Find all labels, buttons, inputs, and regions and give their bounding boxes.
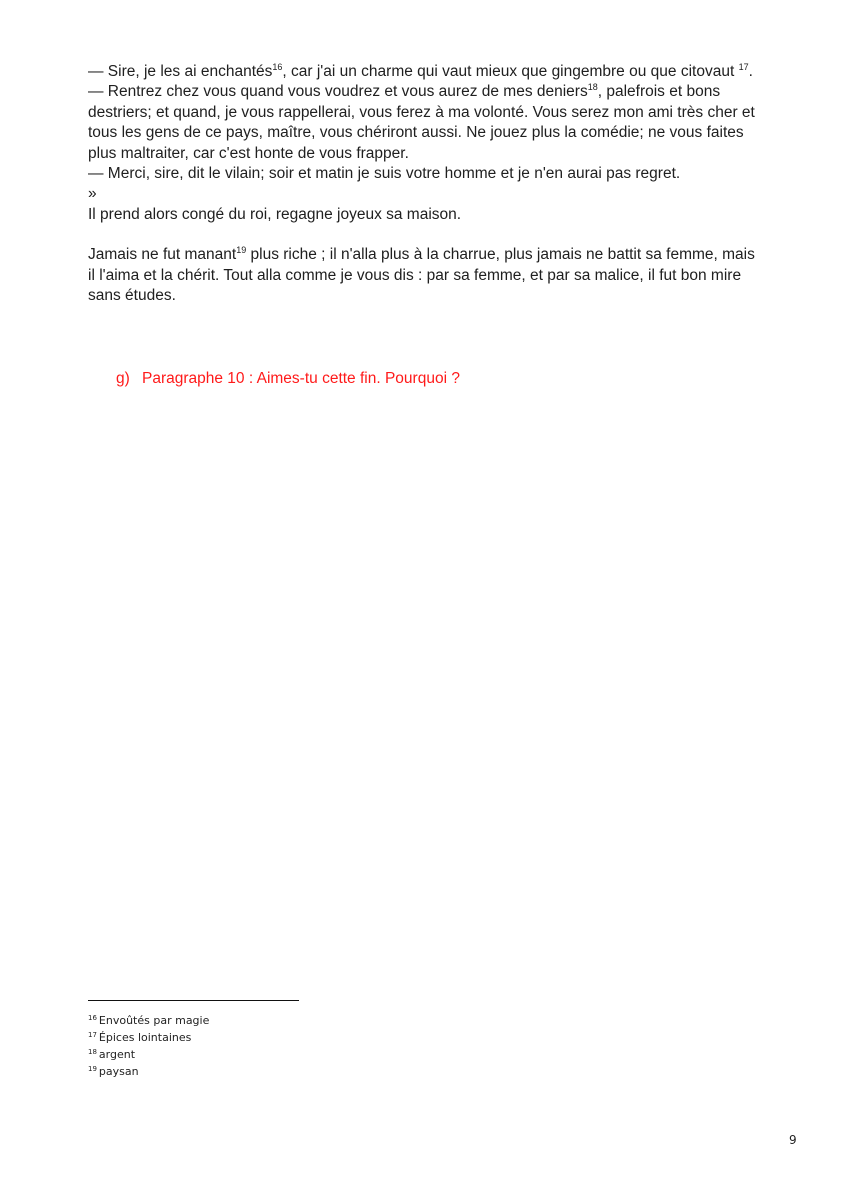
paragraph-ending — [88, 245, 760, 306]
text-span: Jamais ne fut manant — [88, 246, 237, 264]
footnote-number: 16 — [88, 1014, 97, 1022]
footnote-ref-17[interactable]: 17 — [738, 62, 749, 72]
footnote-separator — [88, 1000, 299, 1001]
footnote-number: 17 — [88, 1031, 97, 1039]
footnote-text: paysan — [98, 1065, 139, 1078]
text-span: , car j'ai un charme qui vaut mieux que gingembre ou que citovaut — [282, 63, 739, 80]
text-span: , palefrois et bons destriers; et quand, je vous rappellerai, vous ferez à ma volonté. Vous serez mon ami très cher et tous les gens de ce pays, maître, vous chériront aussi. Ne jouez plus la comédie; ne vous faites plus maltraiter, car c'est honte de vous frapper. — [88, 83, 755, 162]
footnote-ref-19[interactable]: 19 — [236, 245, 247, 256]
paragraph-dialogue-1 — [88, 62, 760, 82]
text-span: — Sire, je les ai enchantés — [88, 63, 273, 80]
closing-quote-mark: » — [88, 185, 97, 203]
footnote-text: Épices lointaines — [98, 1031, 192, 1044]
footnote-text: argent — [98, 1048, 136, 1061]
text-span: . — [748, 63, 753, 80]
page-number: 9 — [789, 1133, 797, 1147]
footnotes — [88, 1012, 209, 1080]
footnote-item — [88, 1012, 209, 1029]
question-marker: g) — [116, 370, 130, 387]
story-text — [88, 62, 760, 306]
text-span: — Rentrez chez vous quand vous voudrez et vous aurez de mes deniers — [88, 83, 588, 101]
question-g — [116, 370, 460, 388]
question-text: Paragraphe 10 : Aimes-tu cette fin. Pourquoi ? — [142, 370, 460, 387]
footnote-number: 19 — [88, 1065, 97, 1073]
footnote-ref-16[interactable]: 16 — [272, 62, 283, 72]
footnote-ref-18[interactable]: 18 — [587, 82, 598, 93]
paragraph-narration: Il prend alors congé du roi, regagne joyeux sa maison. — [88, 205, 462, 223]
footnote-text: Envoûtés par magie — [98, 1014, 210, 1027]
footnote-item — [88, 1029, 209, 1046]
paragraph-dialogue-2 — [88, 82, 760, 164]
footnote-number: 18 — [88, 1048, 97, 1056]
paragraph-gap — [88, 225, 760, 245]
footnote-item — [88, 1063, 209, 1080]
footnote-item — [88, 1046, 209, 1063]
paragraph-dialogue-3: — Merci, sire, dit le vilain; soir et matin je suis votre homme et je n'en aurai pas regret. — [88, 165, 681, 183]
text-span: plus riche ; il n'alla plus à la charrue, plus jamais ne battit sa femme, mais il l'aima et la chérit. Tout alla comme je vous dis : par sa femme, et par sa malice, il fut bon mire sans études. — [88, 246, 755, 305]
